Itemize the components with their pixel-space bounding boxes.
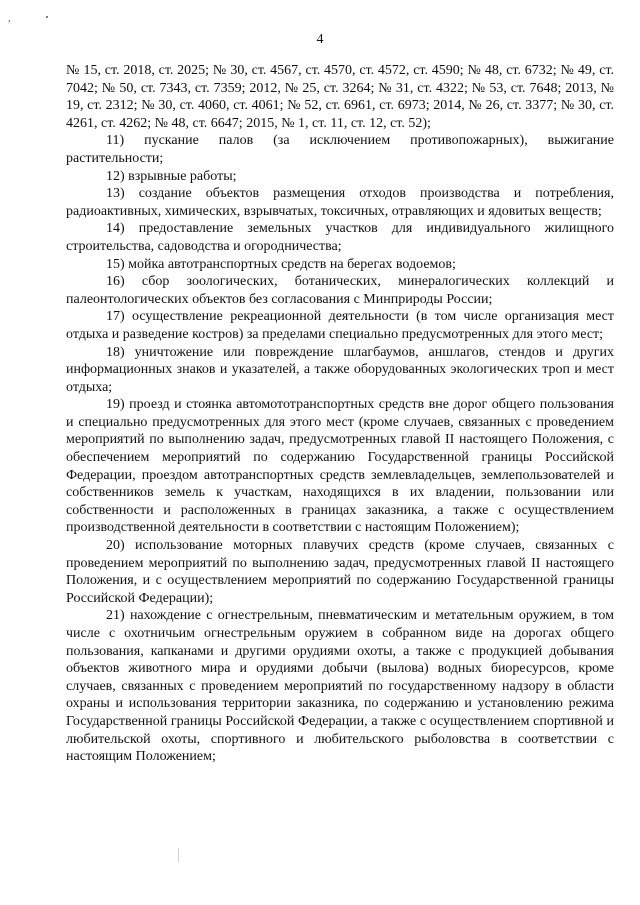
list-item-16: 16) сбор зоологических, ботанических, минералогических коллекций и палеонтологических объектов без согласования с Минприроды России; [66, 274, 614, 307]
list-item-21: 21) нахождение с огнестрельным, пневматическим и метательным оружием, в том числе с охотничьим огнестрельным оружием в собранном виде на дорогах общего пользования, капканами и другими орудиями охоты, а также с продукцией добывания объектов животного мира и орудиями добычи (вылова) водных биоресурсов, кроме случаев, связанных с проведением мероприятий по государственному надзору в области охраны и использования территории заказника, по содержанию и установлению режима Государственной границы Российской Федерации, а также с осуществлением спортивной и любительской охоты, спортивного и любительского рыболовства в соответствии с настоящим Положением; [66, 608, 614, 765]
scan-artifact-dot [46, 16, 48, 18]
list-item-20: 20) использование моторных плавучих средств (кроме случаев, связанных с проведением мероприятий по выполнению задач, предусмотренных главой II настоящего Положения, и с осуществлением мероприятий по содержанию Государственной границы Российской Федерации); [66, 538, 614, 606]
list-item-18: 18) уничтожение или повреждение шлагбаумов, аншлагов, стендов и других информационных знаков и указателей, а также оборудованных экологических троп и мест отдыха; [66, 344, 614, 395]
list-item-17: 17) осуществление рекреационной деятельности (в том числе организация мест отдыха и разведение костров) за пределами специально предусмотренных для этого мест; [66, 309, 614, 342]
list-item-12: 12) взрывные работы; [106, 168, 237, 184]
document-body [66, 62, 614, 766]
scan-artifact-tick [178, 848, 179, 862]
page-number: 4 [316, 32, 324, 47]
list-item-14: 14) предоставление земельных участков для индивидуального жилищного строительства, садоводства и огородничества; [66, 221, 614, 254]
list-item-13: 13) создание объектов размещения отходов производства и потребления, радиоактивных, химических, взрывчатых, токсичных, отравляющих и ядовитых веществ; [66, 186, 614, 219]
list-item-15: 15) мойка автотранспортных средств на берегах водоемов; [106, 256, 456, 272]
list-item-11: 11) пускание палов (за исключением противопожарных), выжигание растительности; [66, 133, 614, 166]
scan-artifact-mark: , [8, 13, 11, 24]
list-item-19: 19) проезд и стоянка автомототранспортных средств вне дорог общего пользования и специально предусмотренных для этого мест (кроме случаев, связанных с проведением мероприятий по выполнению задач, предусмотренных главой II настоящего Положения, с обеспечением мероприятий по содержанию Государственной границы Российской Федерации, проездом автотранспортных средств землевладельцев, землепользователей и собственников земель к участкам, находящихся в их владении, пользовании или собственности и расположенных в границах заказника, а также с осуществлением производственной деятельности в соответствии с настоящим Положением); [66, 397, 614, 536]
paragraph-continuation: № 15, ст. 2018, ст. 2025; № 30, ст. 4567, ст. 4570, ст. 4572, ст. 4590; № 48, ст. 6732; № 49, ст. 7042; № 50, ст. 7343, ст. 7359; 2012, № 25, ст. 3264; № 31, ст. 4322; № 53, ст. 7648; 2013, № 19, ст. 2312; № 30, ст. 4060, ст. 4061; № 52, ст. 6961, ст. 6973; 2014, № 26, ст. 3377; № 30, ст. 4261, ст. 4262; № 48, ст. 6647; 2015, № 1, ст. 11, ст. 12, ст. 52); [66, 63, 614, 131]
